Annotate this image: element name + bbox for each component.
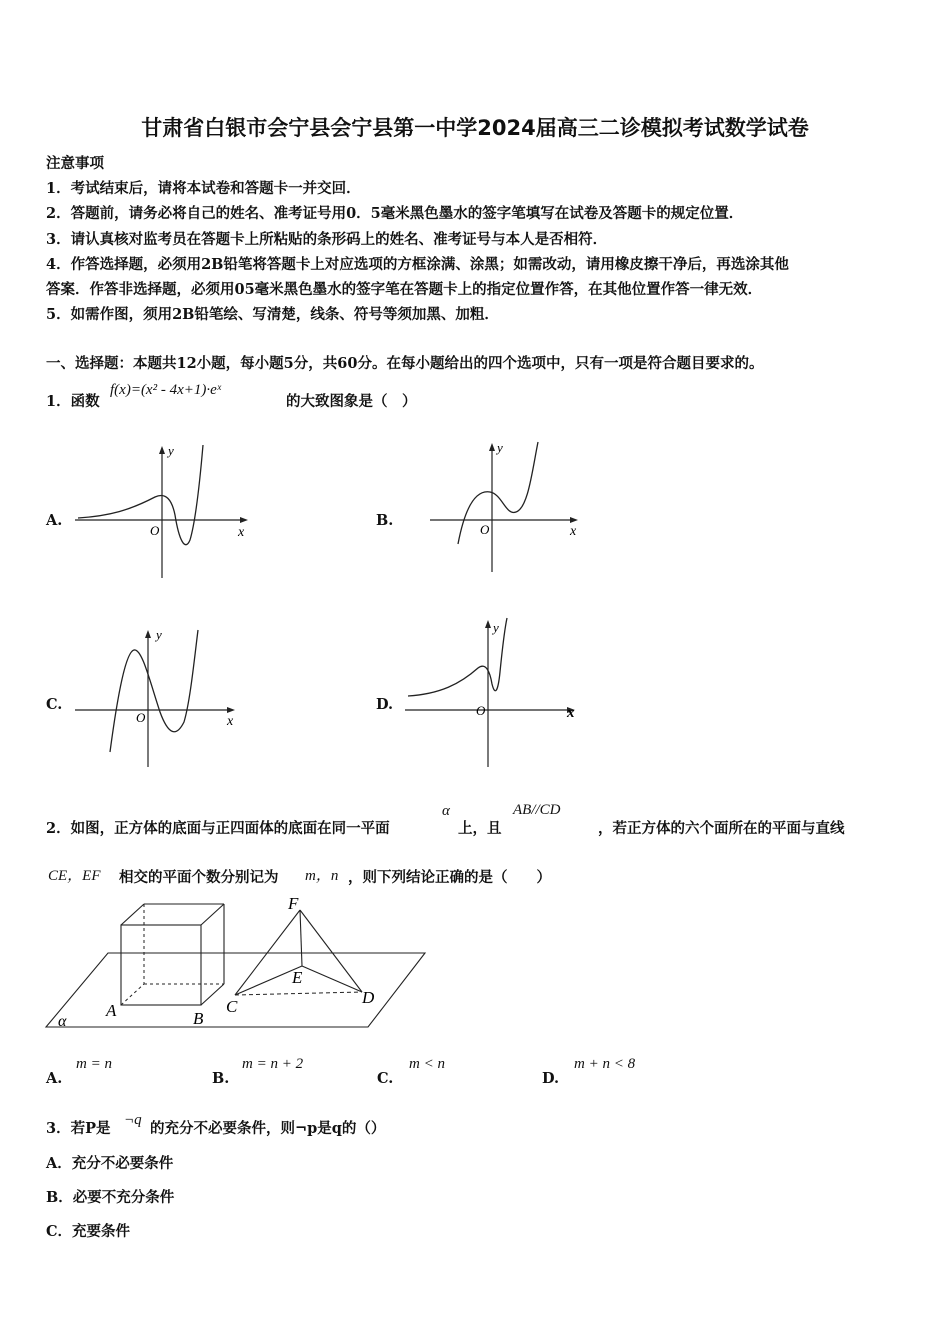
point-c-label: C [226, 997, 238, 1016]
q3-option-a[interactable]: A．充分不必要条件 [46, 1155, 174, 1172]
point-a-label: A [106, 1001, 117, 1020]
page-title: 甘肃省白银市会宁县会宁县第一中学2024届高三二诊模拟考试数学试卷 [141, 116, 809, 140]
q2-option-b-expr[interactable]: m = n + 2 [242, 1056, 304, 1072]
q2-stem-part3: ，若正方体的六个面所在的平面与直线 [598, 820, 845, 837]
origin-label: O [136, 710, 146, 725]
notice-item: 2．答题前，请务必将自己的姓名、准考证号用0．5毫米黑色墨水的签字笔填写在试卷及答题卡的规定位置． [46, 205, 744, 222]
axis-y-label: y [497, 440, 503, 455]
q2-stem-part2: 上，且 [458, 820, 502, 837]
origin-label: O [150, 523, 160, 538]
q1-option-d-label[interactable]: D. [376, 696, 394, 713]
q2-option-c-expr[interactable]: m < n [409, 1056, 445, 1072]
q1-graph-b [400, 432, 590, 582]
point-b-label: B [193, 1009, 204, 1028]
origin-label: O [480, 522, 490, 537]
q2-option-b-label[interactable]: B. [212, 1070, 230, 1087]
axis-y-label: y [156, 627, 162, 642]
q1-graph-c [70, 622, 260, 772]
q3-stem-part2: 的充分不必要条件，则¬p是q的（） [150, 1120, 386, 1137]
q1-option-a-label[interactable]: A. [46, 512, 63, 529]
notice-item: 4．作答选择题，必须用2B铅笔将答题卡上对应选项的方框涂满、涂黑；如需改动，请用橡皮擦干净后，再选涂其他 [46, 256, 789, 273]
point-e-label: E [292, 968, 303, 987]
q2-stem-part4: 相交的平面个数分别记为 [119, 869, 279, 886]
axis-x-label: x [567, 705, 575, 721]
q2-option-d-expr[interactable]: m + n < 8 [574, 1056, 636, 1072]
origin-label: O [476, 703, 486, 718]
q2-lines: CE，EF [48, 868, 101, 884]
axis-x-label: x [570, 524, 577, 539]
point-d-label: D [362, 988, 375, 1007]
q1-graph-d [400, 612, 590, 772]
q2-option-a-label[interactable]: A. [46, 1070, 63, 1087]
q1-option-c-label[interactable]: C. [46, 696, 63, 713]
notice-item: 1．考试结束后，请将本试卷和答题卡一并交回． [46, 180, 361, 197]
q3-option-b[interactable]: B．必要不充分条件 [46, 1189, 175, 1206]
point-f-label: F [288, 894, 299, 913]
q3-stem-part1: 3．若P是 [46, 1120, 111, 1137]
notice-item: 5．如需作图，须用2B铅笔绘、写清楚，线条、符号等须加黑、加粗． [46, 306, 499, 323]
q2-alpha: α [442, 803, 450, 819]
q2-stem-part1: 2．如图，正方体的底面与正四面体的底面在同一平面 [46, 820, 390, 837]
q3-notq: ¬q [124, 1112, 142, 1128]
axis-x-label: x [227, 714, 234, 729]
axis-x-label: x [238, 525, 245, 540]
section-heading: 一、选择题：本题共12小题，每小题5分，共60分。在每小题给出的四个选项中，只有一项是符合题目要求的。 [46, 355, 764, 372]
notice-item: 3．请认真核对监考员在答题卡上所粘贴的条形码上的姓名、准考证号与本人是否相符． [46, 231, 608, 248]
plane-alpha-label: α [58, 1013, 67, 1030]
notice-item: 答案．作答非选择题，必须用05毫米黑色墨水的签字笔在答题卡上的指定位置作答，在其他位置作答一律无效． [46, 281, 763, 298]
q2-option-a-expr[interactable]: m = n [76, 1056, 112, 1072]
q2-option-d-label[interactable]: D. [542, 1070, 560, 1087]
q2-option-c-label[interactable]: C. [377, 1070, 394, 1087]
q1-formula: f(x)=(x² - 4x+1)·eˣ [110, 382, 221, 398]
q1-option-b-label[interactable]: B. [376, 512, 394, 529]
q1-prefix: 1．函数 [46, 393, 100, 410]
axis-y-label: y [493, 620, 499, 635]
notice-heading: 注意事项 [46, 155, 104, 172]
q3-option-c[interactable]: C．充要条件 [46, 1223, 131, 1240]
q2-mn: m，n [305, 868, 339, 884]
q1-suffix: 的大致图象是（ ） [286, 393, 417, 410]
q2-figure [40, 890, 440, 1035]
axis-y-label: y [168, 443, 174, 458]
q2-stem-part5: ，则下列结论正确的是（ ） [348, 869, 551, 886]
q1-graph-a [70, 440, 260, 585]
q2-parallel: AB//CD [513, 802, 561, 818]
